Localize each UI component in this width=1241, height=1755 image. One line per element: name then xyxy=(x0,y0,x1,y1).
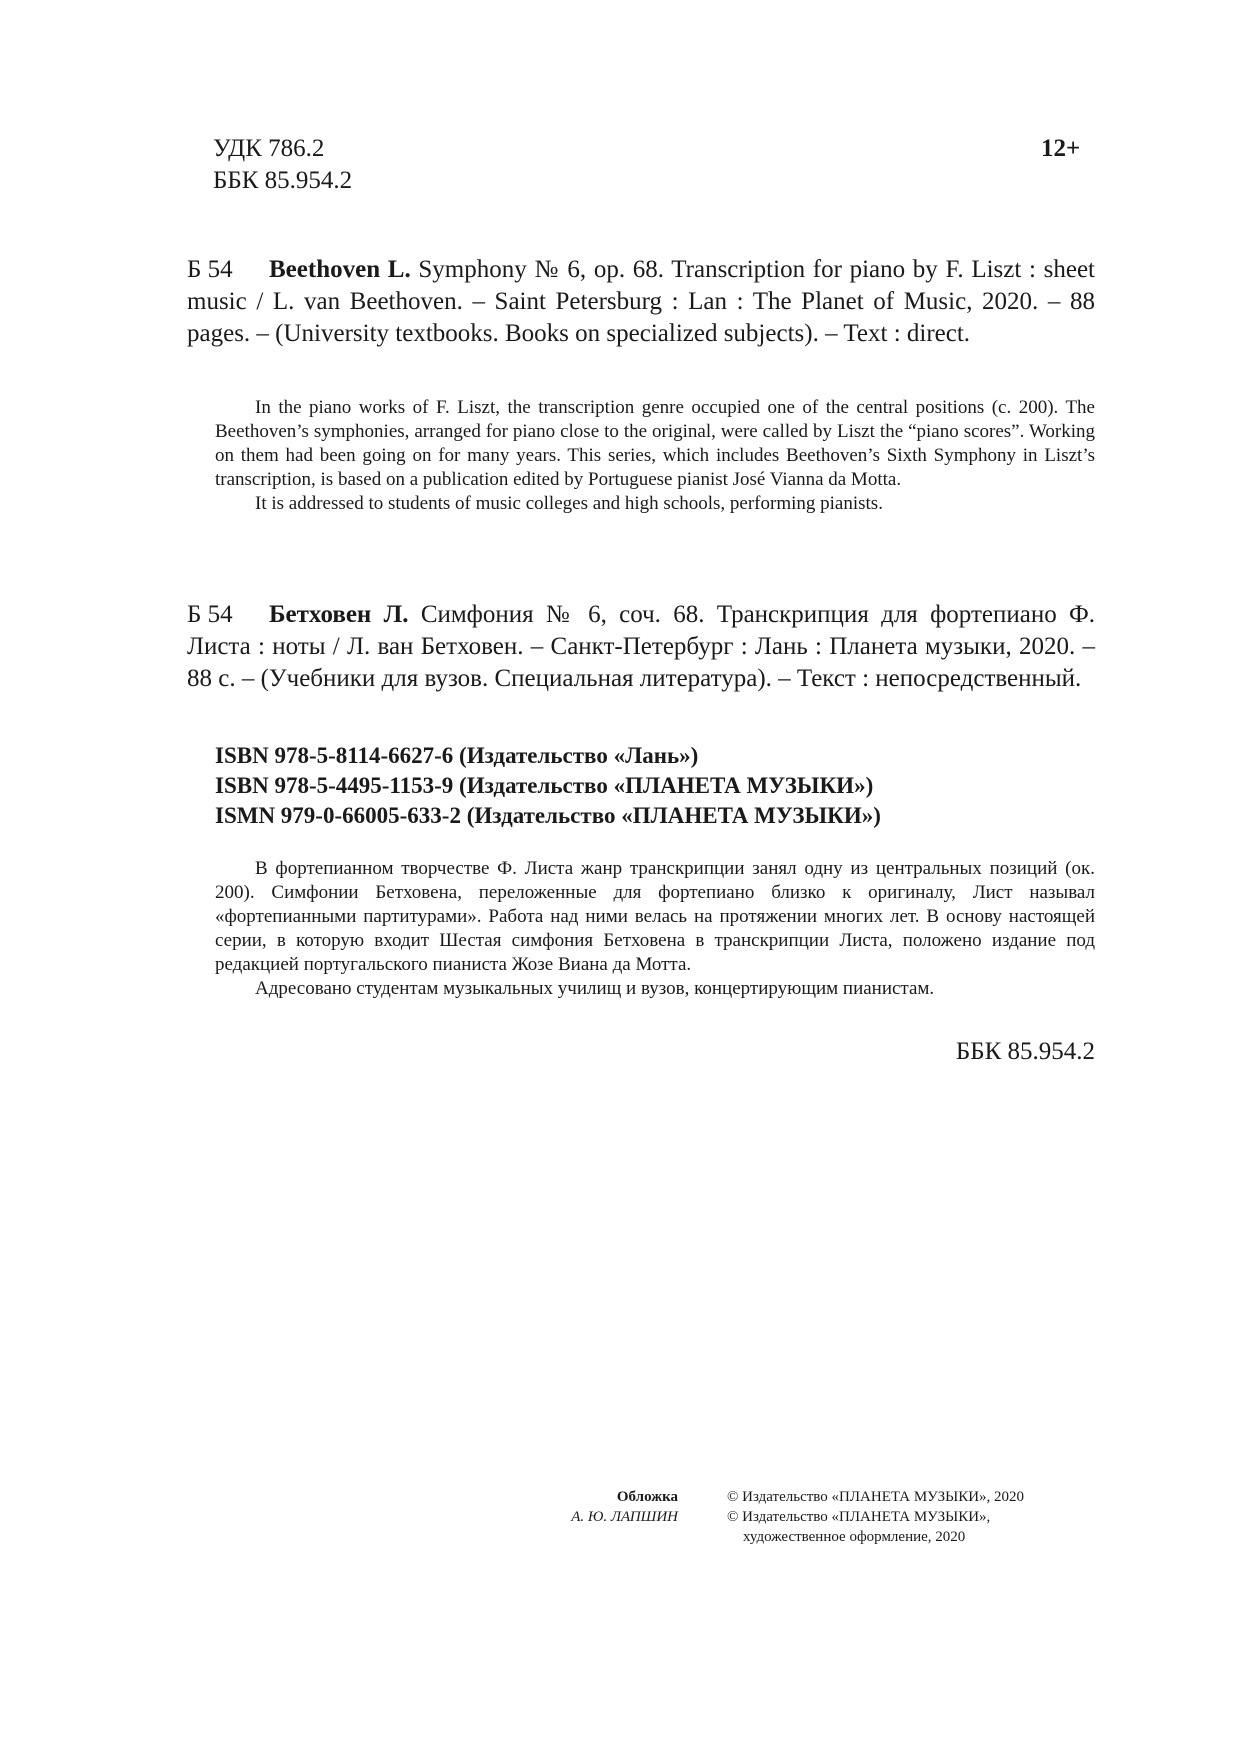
annotation-en xyxy=(215,396,1095,516)
isbn-line: ISBN 978-5-8114-6627-6 (Издательство «Лань») xyxy=(215,743,699,768)
cover-artist: А. Ю. ЛАПШИН xyxy=(571,1509,678,1525)
cover-credit xyxy=(571,1487,678,1527)
annotation-paragraph: It is addressed to students of music colleges and high schools, performing pianists. xyxy=(255,493,883,514)
isbn-block xyxy=(215,741,881,831)
entry-description: Симфония № 6, соч. 68. Транскрипция для фортепиано Ф. Листа : ноты / Л. ван Бетховен. – Санкт-Петербург : Лань : Планета музыки, 2020. – 88 с. – (Учебники для вузов. Специальная литература). – Текст : непосредственный. xyxy=(187,601,1096,692)
annotation-paragraph: Адресовано студентам музыкальных училищ и вузов, концертирующим пианистам. xyxy=(255,978,935,999)
bbk-code: ББК 85.954.2 xyxy=(213,167,353,194)
entry-code: Б 54 xyxy=(187,256,233,283)
ismn-line: ISMN 979-0-66005-633-2 (Издательство «ПЛАНЕТА МУЗЫКИ») xyxy=(215,803,881,828)
catalog-entry-en xyxy=(187,254,1095,350)
classification-block xyxy=(213,133,352,197)
cover-label: Обложка xyxy=(616,1489,678,1505)
copyright-line: © Издательство «ПЛАНЕТА МУЗЫКИ», xyxy=(727,1509,991,1525)
udk-code: УДК 786.2 xyxy=(213,135,325,162)
annotation-ru xyxy=(215,857,1095,1001)
copyright-block xyxy=(727,1487,1024,1547)
entry-text xyxy=(187,599,1095,695)
bbk-code-bottom: ББК 85.954.2 xyxy=(955,1038,1095,1065)
entry-description: Symphony № 6, op. 68. Transcription for piano by F. Liszt : sheet music / L. van Beethoven. – Saint Petersburg : Lan : The Planet of Music, 2020. – 88 pages. – (University textbooks. Books on specialized subjects). – Text : direct. xyxy=(187,256,1095,347)
copyright-line: © Издательство «ПЛАНЕТА МУЗЫКИ», 2020 xyxy=(727,1489,1025,1505)
entry-author: Beethoven L. xyxy=(269,256,411,283)
catalog-entry-ru xyxy=(187,599,1095,695)
age-rating: 12+ xyxy=(1041,135,1081,162)
annotation-paragraph: In the piano works of F. Liszt, the transcription genre occupied one of the central positions (c. 200). The Beethoven’s symphonies, arranged for piano close to the original, were called by Liszt the “piano scores”. Working on them had been going on for many years. This series, which includes Beethoven’s Sixth Symphony in Liszt’s transcription, is based on a publication edited by Portuguese pianist José Vianna da Motta. xyxy=(215,397,1095,490)
entry-author: Бетховен Л. xyxy=(269,601,409,628)
entry-code: Б 54 xyxy=(187,601,233,628)
annotation-paragraph: В фортепианном творчестве Ф. Листа жанр транскрипции занял одну из центральных позиций (ок. 200). Симфонии Бетховена, переложенные для фортепиано близко к оригиналу, Лист называл «фортепианными партитурами». Работа над ними велась на протяжении многих лет. В основу настоящей серии, в которую входит Шестая симфония Бетховена в транскрипции Листа, положено издание под редакцией португальского пианиста Жозе Виана да Мотта. xyxy=(215,858,1095,975)
isbn-line: ISBN 978-5-4495-1153-9 (Издательство «ПЛАНЕТА МУЗЫКИ») xyxy=(215,773,874,798)
copyright-line: художественное оформление, 2020 xyxy=(743,1529,966,1545)
entry-text xyxy=(187,254,1095,350)
